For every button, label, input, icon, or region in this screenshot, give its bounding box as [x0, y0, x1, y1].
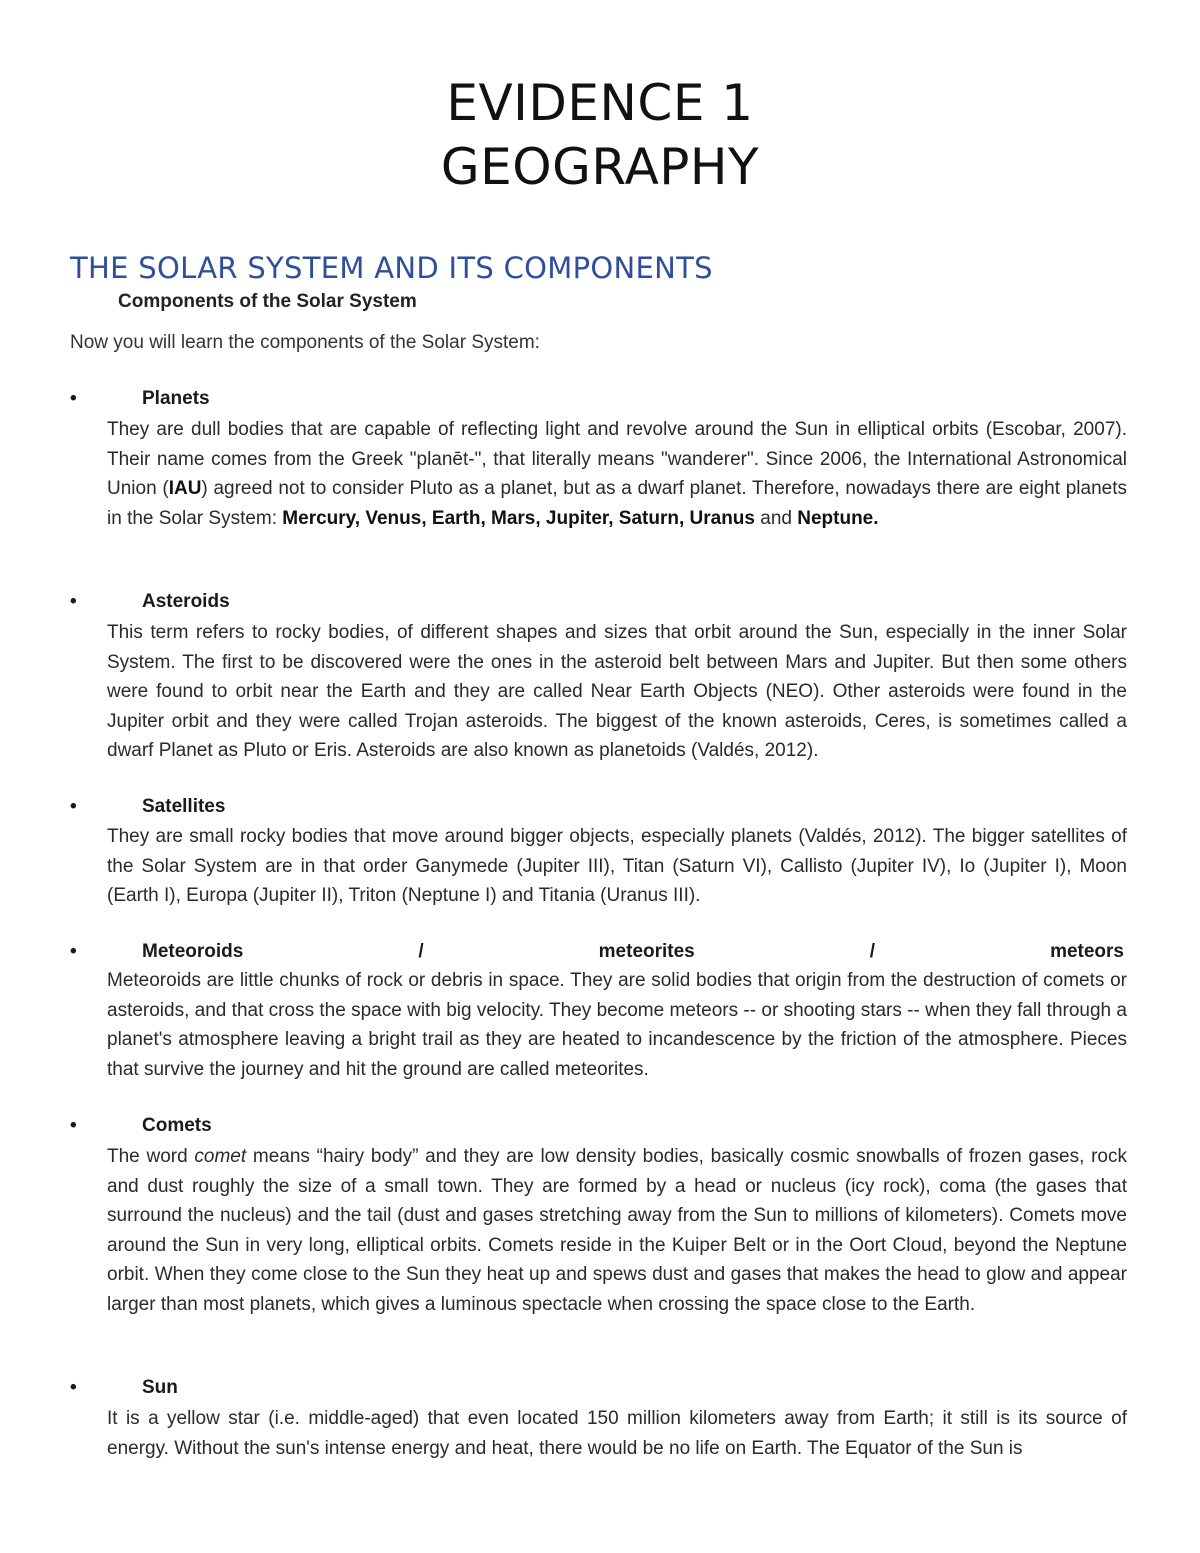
italic-text: comet: [194, 1146, 247, 1167]
section-heading: THE SOLAR SYSTEM AND ITS COMPONENTS: [70, 251, 713, 285]
bold-text: Mercury, Venus, Earth, Mars, Jupiter, Saturn, Uranus: [282, 507, 755, 529]
list-item-head: [70, 589, 1130, 615]
item-description: This term refers to rocky bodies, of different shapes and sizes that orbit around the Sun, especially in the inner Solar System. The first to be discovered were the ones in the asteroid belt between Mars and Jupiter. But then some others were found to orbit near the Earth and they are called Near Earth Objects (NEO). Other asteroids were found in the Jupiter orbit and they were called Trojan asteroids. The biggest of the known asteroids, Ceres, is sometimes called a dwarf Planet as Pluto or Eris. Asteroids are also known as planetoids (Valdés, 2012).: [107, 622, 1127, 762]
item-term: Sun: [142, 1377, 178, 1398]
item-description: They are small rocky bodies that move around bigger objects, especially planets (Valdés, 2012). The bigger satellites of the Solar System are in that order Ganymede (Jupiter III), Titan (Saturn VI), Callisto (Jupiter IV), Io (Jupiter I), Moon (Earth I), Europa (Jupiter II), Triton (Neptune I) and Titania (Uranus III).: [107, 826, 1127, 907]
bold-text: Neptune.: [797, 507, 879, 529]
bullet-icon: •: [70, 1377, 77, 1398]
item-description: Meteoroids are little chunks of rock or debris in space. They are solid bodies that origin from the destruction of comets or asteroids, and that cross the space with big velocity. They become meteors -- or shooting stars -- when they fall through a planet's atmosphere leaving a bright trail as they are heated to incandescence by the friction of the atmosphere. Pieces that survive the journey and hit the ground are called meteorites.: [107, 970, 1127, 1080]
list-item-head: [70, 1113, 1130, 1139]
item-term: Comets: [142, 1115, 212, 1136]
list-item-head: [70, 939, 1130, 965]
document-title-line-1: EVIDENCE 1: [446, 74, 754, 132]
list-item-head: [70, 794, 1130, 820]
text-run: and: [754, 507, 798, 529]
bullet-icon: •: [70, 591, 77, 612]
item-description: [107, 1142, 1127, 1320]
intro-text: Now you will learn the components of the Solar System:: [70, 332, 540, 353]
item-term: Asteroids: [142, 591, 230, 612]
text-run: ) agreed not to consider Pluto as a planet, but as a dwarf planet. Therefore, nowadays there are eight planets in the Solar System:: [107, 478, 1127, 529]
list-item-head: [70, 386, 1130, 412]
bullet-icon: •: [70, 388, 77, 409]
item-term: Planets: [142, 388, 210, 409]
text-run: They are dull bodies that are capable of reflecting light and revolve around the Sun in elliptical orbits (Escobar, 2007). Their name comes from the Greek "planēt-", that literally means "wanderer". Since 2006, the International Astronomical Union (: [107, 419, 1127, 500]
item-term: Meteoroids / meteorites / meteors: [142, 941, 1124, 962]
bullet-icon: •: [70, 941, 77, 962]
list-item-head: [70, 1375, 1130, 1401]
subheading: Components of the Solar System: [118, 291, 417, 312]
item-description: It is a yellow star (i.e. middle-aged) that even located 150 million kilometers away from Earth; it still is its source of energy. Without the sun's intense energy and heat, there would be no life on Earth. The Equator of the Sun is: [107, 1408, 1127, 1459]
item-description: [107, 415, 1127, 533]
text-run: The word: [107, 1146, 195, 1167]
text-run: means “hairy body” and they are low density bodies, basically cosmic snowballs of frozen gases, rock and dust roughly the size of a small town. They are formed by a head or nucleus (icy rock), coma (the gases that surround the nucleus) and the tail (dust and gases stretching away from the Sun to millions of kilometers). Comets move around the Sun in very long, elliptical orbits. Comets reside in the Kuiper Belt or in the Oort Cloud, beyond the Neptune orbit. When they come close to the Sun they heat up and spews dust and gases that makes the head to glow and appear larger than most planets, which gives a luminous spectacle when crossing the space close to the Earth.: [107, 1146, 1128, 1315]
bold-text: IAU: [168, 478, 202, 500]
bullet-icon: •: [70, 796, 77, 817]
bullet-icon: •: [70, 1115, 77, 1136]
document-title-line-2: GEOGRAPHY: [440, 138, 760, 196]
item-term: Satellites: [142, 796, 226, 817]
